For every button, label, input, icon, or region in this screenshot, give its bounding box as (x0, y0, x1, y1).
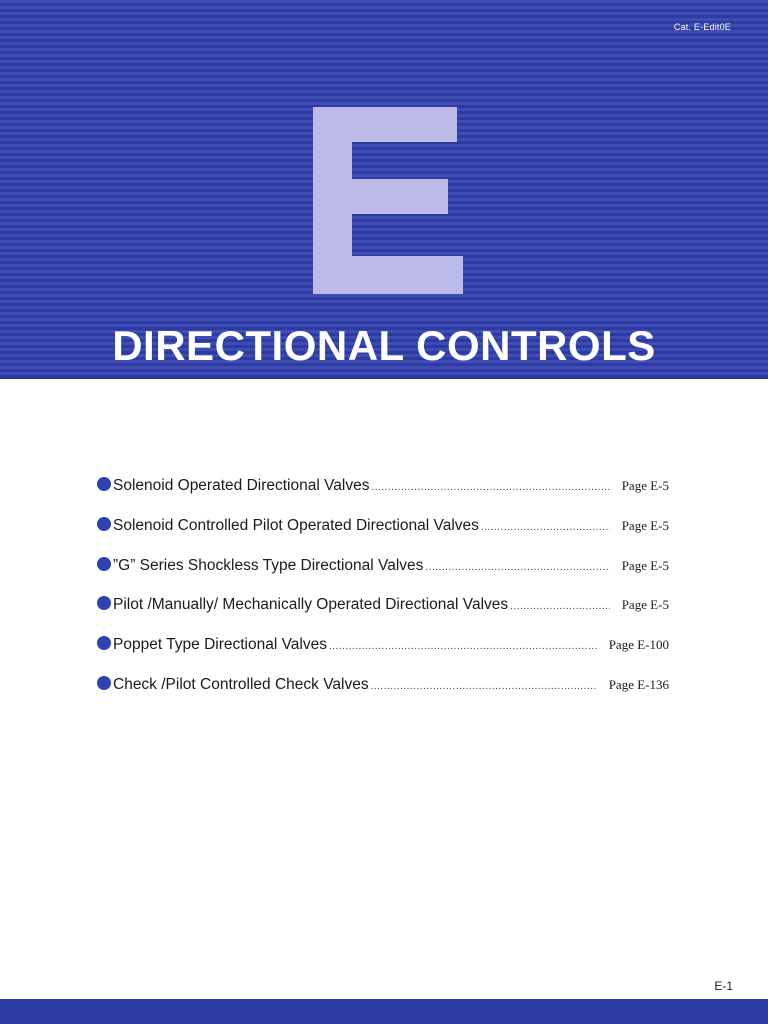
toc-item[interactable] (97, 675, 669, 715)
dot-leader (371, 681, 597, 692)
toc-item-label: ”G” Series Shockless Type Directional Valves (113, 556, 424, 574)
dot-leader (481, 522, 610, 533)
section-title: DIRECTIONAL CONTROLS (112, 322, 656, 369)
toc-item-page: Page E-100 (608, 637, 669, 653)
section-letter-e-graphic (313, 107, 463, 294)
toc-item-page: Page E-5 (621, 517, 669, 533)
toc-item-label: Solenoid Controlled Pilot Operated Directional Valves (113, 516, 479, 534)
toc-item[interactable] (97, 516, 669, 556)
bullet-icon (97, 636, 111, 650)
section-header-banner (0, 0, 768, 379)
dot-leader (510, 601, 610, 612)
toc-item-label: Check /Pilot Controlled Check Valves (113, 675, 369, 693)
bullet-icon (97, 557, 111, 571)
toc-item[interactable] (97, 476, 669, 516)
header-divider (0, 376, 768, 379)
toc-item-page: Page E-136 (608, 676, 669, 692)
page-number: E-1 (714, 979, 733, 993)
toc-item[interactable] (97, 595, 669, 635)
toc-item-page: Page E-5 (621, 478, 669, 493)
toc-item-label: Poppet Type Directional Valves (113, 636, 327, 654)
catalog-code: Cat. E-Edit0E (673, 22, 731, 32)
table-of-contents (97, 476, 669, 715)
dot-leader (425, 562, 609, 573)
toc-item[interactable] (97, 635, 669, 675)
toc-item-label: Solenoid Operated Directional Valves (113, 477, 370, 494)
bullet-icon (97, 477, 111, 491)
toc-item[interactable] (97, 556, 669, 596)
toc-item-label: Pilot /Manually/ Mechanically Operated Directional Valves (113, 596, 509, 614)
dot-leader (371, 482, 609, 493)
bullet-icon (97, 596, 111, 610)
toc-item-page: Page E-5 (621, 557, 669, 573)
toc-item-page: Page E-5 (621, 597, 669, 613)
footer-bar (0, 999, 768, 1024)
bullet-icon (97, 676, 111, 690)
bullet-icon (97, 517, 111, 531)
dot-leader (329, 641, 597, 652)
